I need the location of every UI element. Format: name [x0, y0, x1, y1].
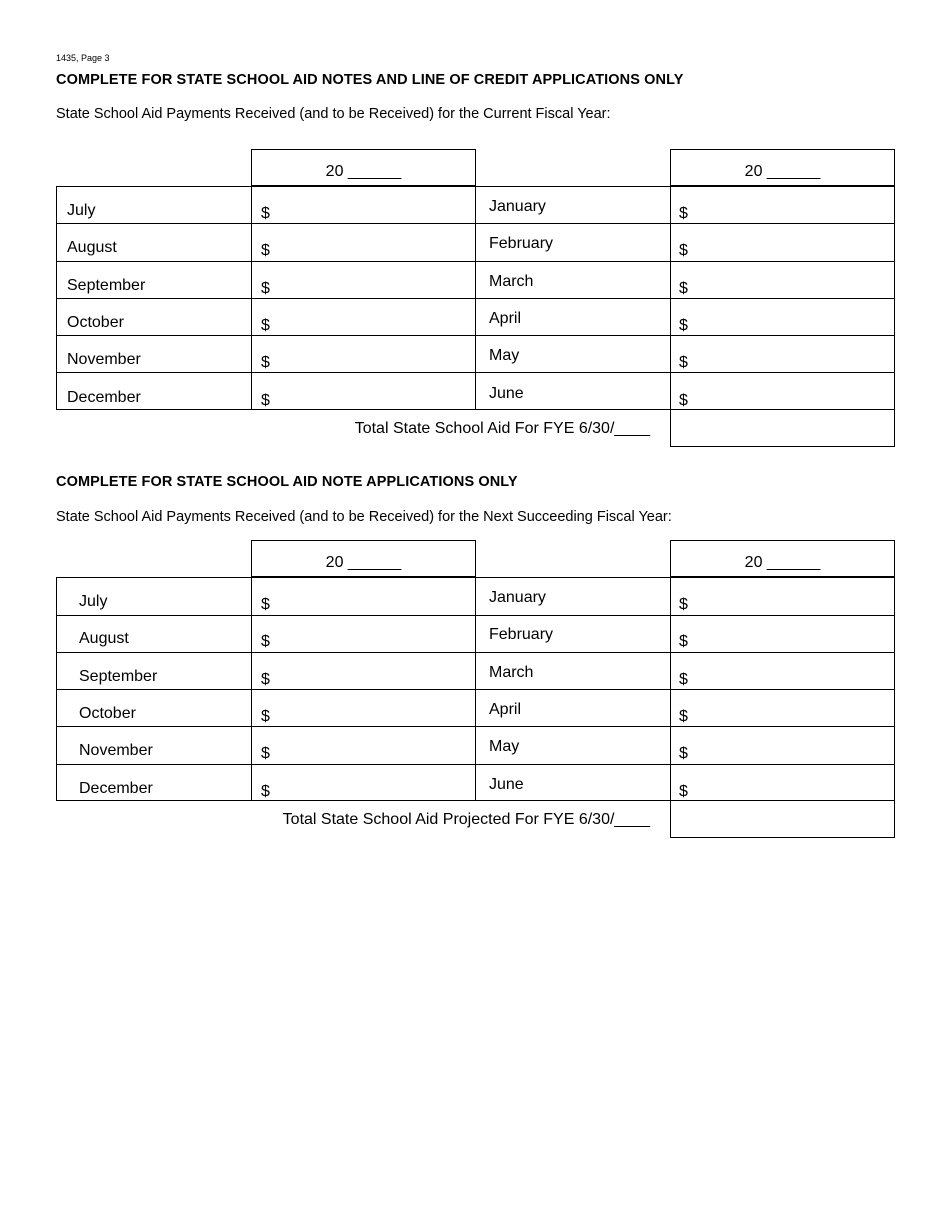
month-label: September	[79, 668, 158, 685]
month-label: December	[67, 389, 141, 406]
dollar-sign: $	[261, 317, 270, 334]
amount-input[interactable]	[273, 578, 453, 615]
month-label: March	[489, 664, 534, 681]
dollar-sign: $	[261, 354, 270, 371]
months-grid	[56, 186, 895, 410]
dollar-sign: $	[679, 354, 688, 371]
amount-input[interactable]	[691, 615, 871, 652]
amount-input[interactable]	[273, 690, 453, 727]
section-1-subtitle: State School Aid Payments Received (and to be Received) for the Current Fiscal Year:	[56, 106, 611, 122]
year-header-right[interactable]: 20 ______	[670, 149, 895, 186]
dollar-sign: $	[679, 783, 688, 800]
dollar-sign: $	[261, 596, 270, 613]
amount-input[interactable]	[691, 578, 871, 615]
dollar-sign: $	[679, 745, 688, 762]
month-label: May	[489, 347, 520, 364]
month-label: January	[489, 589, 546, 606]
month-label: November	[67, 351, 141, 368]
dollar-sign: $	[679, 392, 688, 409]
dollar-sign: $	[261, 633, 270, 650]
amount-input[interactable]	[273, 262, 453, 299]
month-label: December	[79, 780, 153, 797]
section-2-subtitle: State School Aid Payments Received (and to be Received) for the Next Succeeding Fiscal Year:	[56, 509, 672, 525]
dollar-sign: $	[679, 205, 688, 222]
dollar-sign: $	[261, 205, 270, 222]
month-label: June	[489, 385, 524, 402]
amount-input[interactable]	[691, 690, 871, 727]
dollar-sign: $	[679, 633, 688, 650]
dollar-sign: $	[261, 745, 270, 762]
section-1-title: COMPLETE FOR STATE SCHOOL AID NOTES AND LINE OF CREDIT APPLICATIONS ONLY	[56, 72, 684, 88]
amount-input[interactable]	[273, 374, 453, 411]
amount-input[interactable]	[273, 224, 453, 261]
dollar-sign: $	[261, 783, 270, 800]
amount-input[interactable]	[691, 727, 871, 764]
amount-input[interactable]	[691, 374, 871, 411]
amount-input[interactable]	[273, 187, 453, 224]
month-label: October	[79, 705, 136, 722]
total-input[interactable]	[670, 410, 895, 447]
month-label: June	[489, 776, 524, 793]
amount-input[interactable]	[691, 765, 871, 802]
dollar-sign: $	[679, 317, 688, 334]
dollar-sign: $	[261, 671, 270, 688]
amount-input[interactable]	[691, 187, 871, 224]
dollar-sign: $	[679, 280, 688, 297]
month-label: April	[489, 310, 522, 327]
year-header-left[interactable]: 20 ______	[251, 540, 476, 577]
amount-input[interactable]	[691, 224, 871, 261]
month-label: March	[489, 273, 534, 290]
month-label: February	[489, 626, 554, 643]
month-label: July	[67, 202, 96, 219]
month-label: May	[489, 738, 520, 755]
page-header: 1435, Page 3	[56, 53, 110, 63]
amount-input[interactable]	[273, 615, 453, 652]
amount-input[interactable]	[691, 299, 871, 336]
dollar-sign: $	[261, 708, 270, 725]
month-label: August	[67, 239, 117, 256]
year-header-left[interactable]: 20 ______	[251, 149, 476, 186]
total-input[interactable]	[670, 801, 895, 838]
dollar-sign: $	[261, 280, 270, 297]
month-label: February	[489, 235, 554, 252]
month-label: August	[79, 630, 129, 647]
months-grid	[56, 577, 895, 801]
section-2-title: COMPLETE FOR STATE SCHOOL AID NOTE APPLICATIONS ONLY	[56, 474, 518, 490]
year-header-right[interactable]: 20 ______	[670, 540, 895, 577]
month-label: November	[79, 742, 153, 759]
amount-input[interactable]	[273, 299, 453, 336]
amount-input[interactable]	[273, 653, 453, 690]
dollar-sign: $	[679, 708, 688, 725]
month-label: April	[489, 701, 522, 718]
month-label: October	[67, 314, 124, 331]
month-label: July	[79, 593, 108, 610]
amount-input[interactable]	[691, 653, 871, 690]
month-label: September	[67, 277, 146, 294]
amount-input[interactable]	[273, 336, 453, 373]
amount-input[interactable]	[691, 336, 871, 373]
amount-input[interactable]	[273, 727, 453, 764]
dollar-sign: $	[679, 596, 688, 613]
dollar-sign: $	[679, 671, 688, 688]
month-label: January	[489, 198, 546, 215]
total-label: Total State School Aid For FYE 6/30/____	[354, 420, 650, 437]
dollar-sign: $	[261, 242, 270, 259]
dollar-sign: $	[679, 242, 688, 259]
amount-input[interactable]	[273, 765, 453, 802]
dollar-sign: $	[261, 392, 270, 409]
total-label: Total State School Aid Projected For FYE 6/30/____	[282, 811, 650, 828]
amount-input[interactable]	[691, 262, 871, 299]
